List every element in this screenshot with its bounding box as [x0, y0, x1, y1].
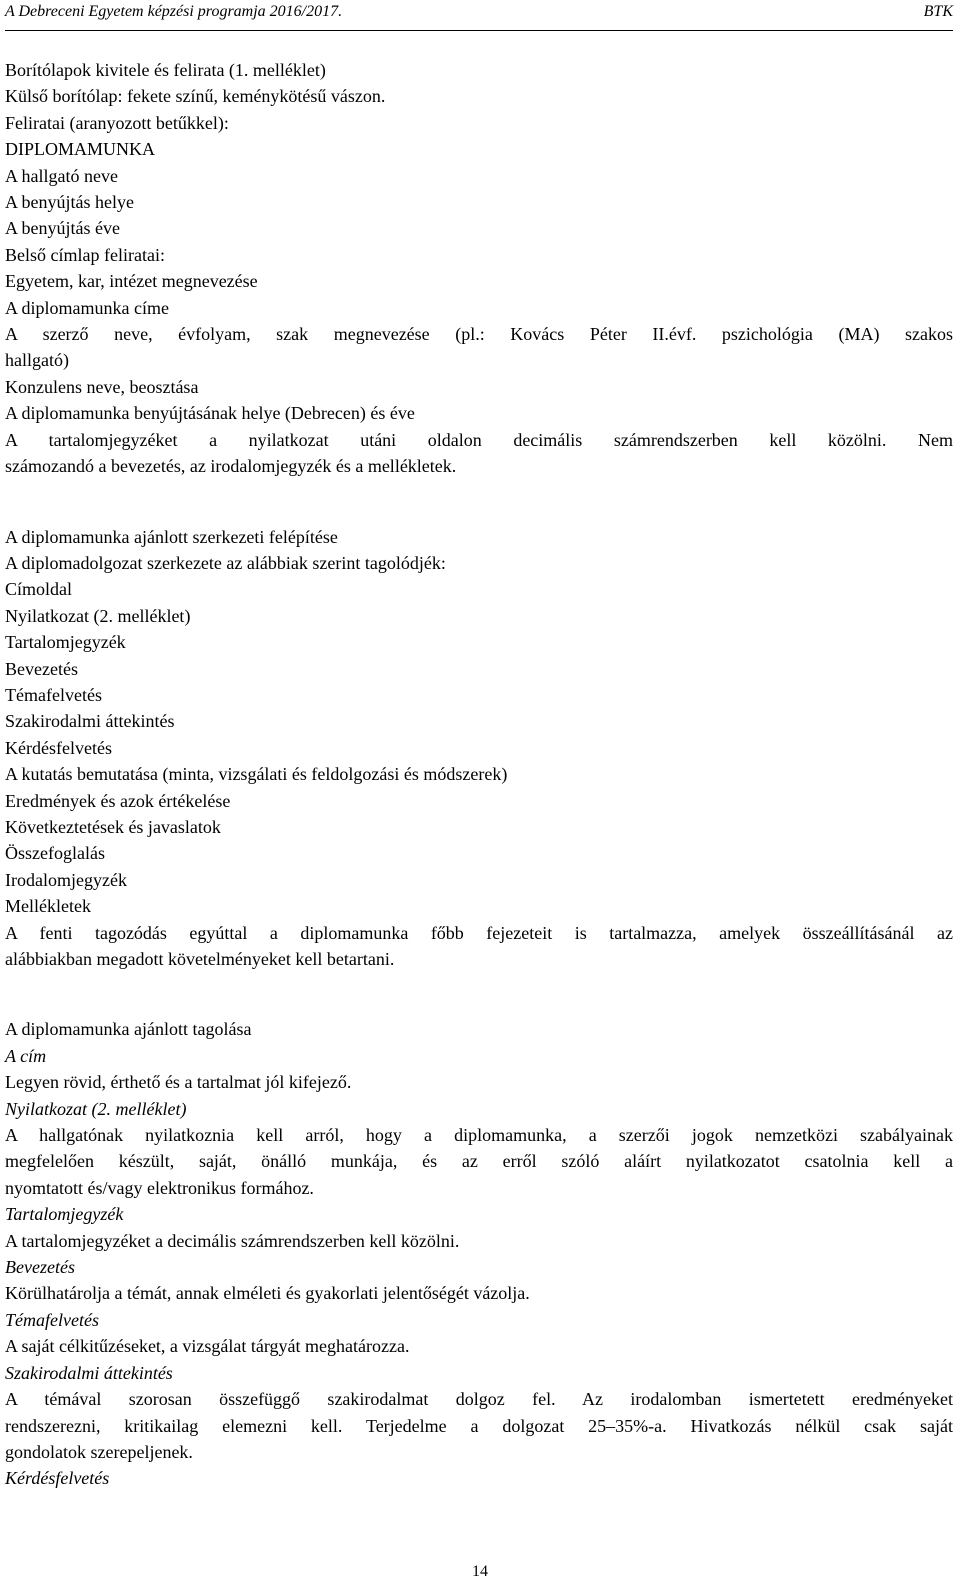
header-faculty: BTK — [923, 3, 953, 20]
section-spacer — [5, 972, 953, 1016]
toc-note-line-end: számozandó a bevezetés, az irodalomjegyzék és a mellékletek. — [5, 456, 457, 477]
page-body — [5, 57, 953, 1492]
structure-item: Irodalomjegyzék — [5, 869, 127, 890]
temafelvetes-text: A saját célkitűzéseket, a vizsgálat tárgyát meghatározza. — [5, 1336, 410, 1357]
author-line-end: hallgató) — [5, 350, 69, 371]
labels-intro: Feliratai (aranyozott betűkkel): — [5, 112, 229, 133]
outer-cover-text: Külső borítólap: fekete színű, keménykötésű vászon. — [5, 86, 386, 107]
nyilatkozat-text-line: megfelelően készült, saját, önálló munkája, és az erről szóló aláírt nyilatkozatot csatolnia kell a — [5, 1151, 953, 1172]
subheading-nyilatkozat: Nyilatkozat (2. melléklet) — [5, 1098, 187, 1119]
header-document-title: A Debreceni Egyetem képzési programja 2016/2017. — [5, 3, 343, 20]
author-line: A szerző neve, évfolyam, szak megnevezése (pl.: Kovács Péter II.évf. pszichológia (MA) szakos — [5, 324, 953, 345]
inner-cover-item: A diplomamunka benyújtásának helye (Debrecen) és éve — [5, 403, 415, 424]
label-item: A benyújtás éve — [5, 218, 120, 239]
bevezetes-text: Körülhatárolja a témát, annak elméleti és gyakorlati jelentőségét vázolja. — [5, 1283, 530, 1304]
szakirodalmi-text-line-end: gondolatok szerepeljenek. — [5, 1441, 193, 1462]
division-section-title: A diplomamunka ajánlott tagolása — [5, 1019, 252, 1040]
structure-item: Szakirodalmi áttekintés — [5, 711, 175, 732]
structure-item: Bevezetés — [5, 658, 78, 679]
structure-item: Következtetések és javaslatok — [5, 816, 221, 837]
structure-item: Mellékletek — [5, 896, 91, 917]
label-item: A hallgató neve — [5, 165, 118, 186]
toc-note-line: A tartalomjegyzéket a nyilatkozat utáni oldalon decimális számrendszerben kell közölni. Nem — [5, 429, 953, 450]
structure-item: Címoldal — [5, 579, 72, 600]
cover-section-title: Borítólapok kivitele és felirata (1. melléklet) — [5, 60, 326, 80]
nyilatkozat-text-line-end: nyomtatott és/vagy elektronikus formához. — [5, 1177, 314, 1198]
nyilatkozat-text-line: A hallgatónak nyilatkoznia kell arról, hogy a diplomamunka, a szerzői jogok nemzetközi szabályainak — [5, 1125, 953, 1146]
structure-item: Eredmények és azok értékelése — [5, 790, 231, 811]
structure-item: Kérdésfelvetés — [5, 737, 112, 758]
subheading-szakirodalmi: Szakirodalmi áttekintés — [5, 1362, 173, 1383]
section-spacer — [5, 480, 953, 524]
inner-cover-item: A diplomamunka címe — [5, 297, 169, 318]
inner-cover-item: Egyetem, kar, intézet megnevezése — [5, 271, 258, 292]
subheading-kerdesfelvetes: Kérdésfelvetés — [5, 1468, 110, 1489]
subheading-cim: A cím — [5, 1045, 47, 1066]
structure-closing-line: A fenti tagozódás egyúttal a diplomamunka főbb fejezeteit is tartalmazza, amelyek összeállításánál az — [5, 922, 953, 943]
label-item: A benyújtás helye — [5, 192, 134, 213]
structure-item: A kutatás bemutatása (minta, vizsgálati és feldolgozási és módszerek) — [5, 764, 508, 785]
subheading-temafelvetes: Témafelvetés — [5, 1309, 99, 1330]
label-item: DIPLOMAMUNKA — [5, 139, 156, 160]
structure-intro: A diplomadolgozat szerkezete az alábbiak szerint tagolódjék: — [5, 552, 446, 573]
subheading-tartalomjegyzek: Tartalomjegyzék — [5, 1204, 124, 1225]
inner-cover-item: Konzulens neve, beosztása — [5, 376, 199, 397]
szakirodalmi-text-line: A témával szorosan összefüggő szakirodalmat dolgoz fel. Az irodalomban ismertetett eredményeket — [5, 1389, 953, 1410]
subheading-bevezetes: Bevezetés — [5, 1257, 75, 1278]
structure-item: Tartalomjegyzék — [5, 632, 126, 653]
cim-text: Legyen rövid, érthető és a tartalmat jól kifejező. — [5, 1072, 352, 1093]
structure-closing-line-end: alábbiakban megadott követelményeket kell betartani. — [5, 949, 395, 969]
running-header — [5, 0, 953, 31]
structure-item: Nyilatkozat (2. melléklet) — [5, 605, 191, 626]
inner-cover-intro: Belső címlap feliratai: — [5, 244, 165, 265]
structure-item: Témafelvetés — [5, 684, 102, 705]
page-number: 14 — [472, 1563, 488, 1580]
structure-item: Összefoglalás — [5, 843, 105, 864]
structure-section-title: A diplomamunka ajánlott szerkezeti felépítése — [5, 526, 338, 547]
szakirodalmi-text-line: rendszerezni, kritikailag elemezni kell. Terjedelme a dolgozat 25–35%-a. Hivatkozás nélkül csak saját — [5, 1415, 953, 1436]
tartalomjegyzek-text: A tartalomjegyzéket a decimális számrendszerben kell közölni. — [5, 1230, 460, 1251]
